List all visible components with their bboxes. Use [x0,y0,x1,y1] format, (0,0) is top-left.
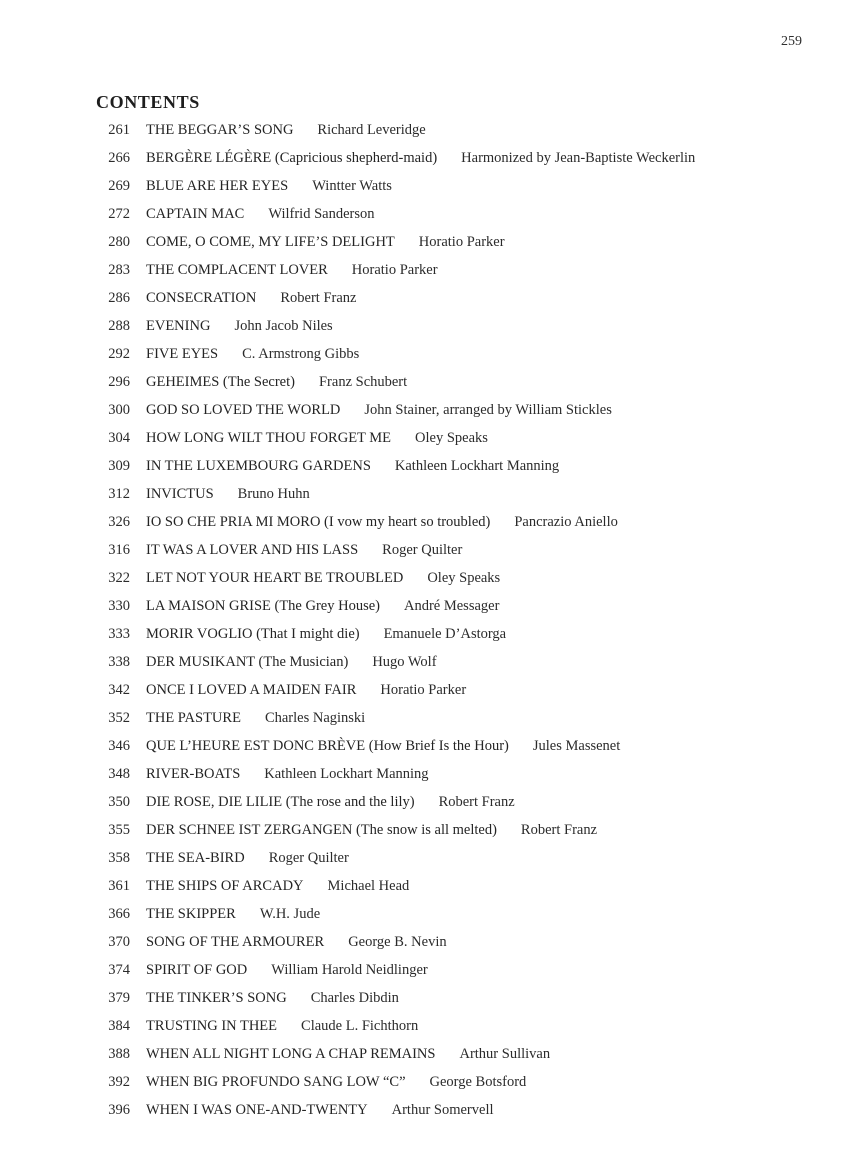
entry-page-number: 288 [108,318,130,334]
toc-entry [103,284,823,312]
entry-title: GEHEIMES (The Secret) [146,374,295,390]
entry-page-number: 272 [108,206,130,222]
toc-entry [103,844,823,872]
entry-page-number: 269 [108,178,130,194]
toc-entry [103,564,823,592]
entry-title: SPIRIT OF GOD [146,962,248,978]
toc-entry [103,256,823,284]
toc-entry [103,424,823,452]
entry-composer: Wilfrid Sanderson [268,206,375,222]
toc-entry [103,1012,823,1040]
entry-title: THE SHIPS OF ARCADY [146,878,304,894]
entry-page-number: 352 [108,710,130,726]
entry-composer: John Stainer, arranged by William Stickles [364,402,612,418]
entry-page-number: 355 [108,822,130,838]
page-number: 259 [781,34,802,49]
entry-title: FIVE EYES [146,346,219,362]
entry-title: HOW LONG WILT THOU FORGET ME [146,430,392,446]
entry-title: THE BEGGAR’S SONG [146,122,294,138]
entry-page-number: 374 [108,962,130,978]
toc-entry [103,620,823,648]
entry-title: CONSECRATION [146,290,257,306]
entry-title: THE TINKER’S SONG [146,990,287,1006]
toc-entry [103,872,823,900]
toc-entry [103,760,823,788]
entry-composer: George B. Nevin [348,934,447,950]
entry-title: RIVER-BOATS [146,766,241,782]
entry-title: CAPTAIN MAC [146,206,245,222]
entry-title: THE SEA-BIRD [146,850,245,866]
toc-entry [103,508,823,536]
entry-composer: Robert Franz [280,290,357,306]
toc-entry [103,816,823,844]
entry-title: COME, O COME, MY LIFE’S DELIGHT [146,234,395,250]
entry-page-number: 338 [108,654,130,670]
toc-entry [103,676,823,704]
entry-page-number: 342 [108,682,130,698]
toc-entry [103,1068,823,1096]
entry-page-number: 292 [108,346,130,362]
toc-entry [103,368,823,396]
entry-page-number: 384 [108,1018,130,1034]
toc-entry [103,340,823,368]
entry-title: QUE L’HEURE EST DONC BRÈVE (How Brief Is the Hour) [146,738,509,754]
entry-page-number: 361 [108,878,130,894]
entry-page-number: 370 [108,934,130,950]
entry-page-number: 346 [108,738,130,754]
entry-page-number: 322 [108,570,130,586]
entry-composer: Charles Naginski [264,710,366,726]
entry-title: DER MUSIKANT (The Musician) [146,654,349,670]
entry-page-number: 300 [108,402,130,418]
entry-composer: Claude L. Fichthorn [301,1018,419,1034]
entry-composer: Oley Speaks [427,570,501,586]
toc-entry [103,592,823,620]
entry-composer: Wintter Watts [312,178,392,194]
entry-title: WHEN I WAS ONE-AND-TWENTY [146,1102,368,1118]
entry-page-number: 304 [108,430,130,446]
entry-composer: Pancrazio Aniello [514,514,618,530]
toc-entry [103,116,823,144]
toc-entry [103,1096,823,1124]
toc-entry [103,928,823,956]
entry-page-number: 358 [108,850,130,866]
entry-page-number: 280 [108,234,130,250]
entry-composer: Robert Franz [438,794,515,810]
toc-entry [103,1040,823,1068]
entry-page-number: 316 [108,542,130,558]
entry-composer: Bruno Huhn [237,486,310,502]
entry-page-number: 312 [108,486,130,502]
entry-title: WHEN BIG PROFUNDO SANG LOW “C” [146,1074,406,1090]
entry-page-number: 309 [108,458,130,474]
entry-title: THE COMPLACENT LOVER [146,262,328,278]
entry-composer: Kathleen Lockhart Manning [394,458,560,474]
entry-composer: Horatio Parker [380,682,467,698]
toc-entry [103,172,823,200]
toc-entry [103,900,823,928]
entry-composer: Harmonized by Jean-Baptiste Weckerlin [461,150,696,166]
entry-title: THE PASTURE [146,710,241,726]
entry-title: WHEN ALL NIGHT LONG A CHAP REMAINS [146,1046,436,1062]
entry-page-number: 348 [108,766,130,782]
toc-entry [103,396,823,424]
entry-page-number: 379 [108,990,130,1006]
entry-composer: Hugo Wolf [372,654,437,670]
toc-entry [103,956,823,984]
entry-composer: Jules Massenet [532,738,621,754]
entry-page-number: 366 [108,906,130,922]
entry-composer: W.H. Jude [259,906,321,922]
toc-entry [103,452,823,480]
toc-entry [103,536,823,564]
page-title: CONTENTS [96,92,200,113]
entry-title: DIE ROSE, DIE LILIE (The rose and the lily) [146,794,415,810]
entry-page-number: 392 [108,1074,130,1090]
entry-title: THE SKIPPER [146,906,236,922]
entry-title: LET NOT YOUR HEART BE TROUBLED [146,570,404,586]
entry-composer: Roger Quilter [382,542,463,558]
toc-entry [103,984,823,1012]
entry-title: BERGÈRE LÉGÈRE (Capricious shepherd-maid) [146,150,438,166]
entry-title: LA MAISON GRISE (The Grey House) [146,598,380,614]
entry-page-number: 261 [108,122,130,138]
toc-entry [103,144,823,172]
entry-page-number: 330 [108,598,130,614]
entry-page-number: 296 [108,374,130,390]
entry-title: INVICTUS [146,486,214,502]
entry-title: TRUSTING IN THEE [146,1018,278,1034]
entry-page-number: 388 [108,1046,130,1062]
entry-title: DER SCHNEE IST ZERGANGEN (The snow is all melted) [146,822,497,838]
entry-composer: Roger Quilter [268,850,349,866]
entry-composer: Oley Speaks [415,430,488,446]
entry-composer: Michael Head [327,878,410,894]
entry-page-number: 333 [108,626,130,642]
toc-entry [103,480,823,508]
entry-title: ONCE I LOVED A MAIDEN FAIR [146,682,357,698]
entry-title: MORIR VOGLIO (That I might die) [146,626,360,642]
toc-entry [103,788,823,816]
toc-entry [103,312,823,340]
entry-page-number: 266 [108,150,130,166]
entry-title: IT WAS A LOVER AND HIS LASS [146,542,359,558]
entry-page-number: 350 [108,794,130,810]
entry-page-number: 326 [108,514,130,530]
toc-entry [103,228,823,256]
entry-composer: Robert Franz [520,822,598,838]
entry-composer: William Harold Neidlinger [271,962,428,978]
toc-list [103,116,823,1124]
entry-composer: Arthur Somervell [391,1102,494,1118]
entry-composer: Horatio Parker [351,262,438,278]
entry-page-number: 396 [108,1102,130,1118]
entry-composer: Horatio Parker [418,234,505,250]
toc-entry [103,704,823,732]
entry-composer: Emanuele D’Astorga [383,626,507,642]
entry-page-number: 283 [108,262,130,278]
entry-title: IN THE LUXEMBOURG GARDENS [146,458,371,474]
entry-composer: André Messager [403,598,500,614]
entry-composer: Arthur Sullivan [459,1046,551,1062]
entry-page-number: 286 [108,290,130,306]
toc-entry [103,200,823,228]
toc-entry [103,732,823,760]
entry-composer: Richard Leveridge [317,122,426,138]
entry-title: EVENING [146,318,211,334]
entry-title: GOD SO LOVED THE WORLD [146,402,341,418]
entry-composer: C. Armstrong Gibbs [242,346,360,362]
toc-entry [103,648,823,676]
entry-composer: Franz Schubert [318,374,408,390]
entry-composer: John Jacob Niles [234,318,333,334]
entry-title: IO SO CHE PRIA MI MORO (I vow my heart so troubled) [146,514,491,530]
entry-title: SONG OF THE ARMOURER [146,934,325,950]
entry-composer: George Botsford [429,1074,527,1090]
entry-composer: Charles Dibdin [310,990,399,1006]
entry-composer: Kathleen Lockhart Manning [264,766,429,782]
entry-title: BLUE ARE HER EYES [146,178,289,194]
